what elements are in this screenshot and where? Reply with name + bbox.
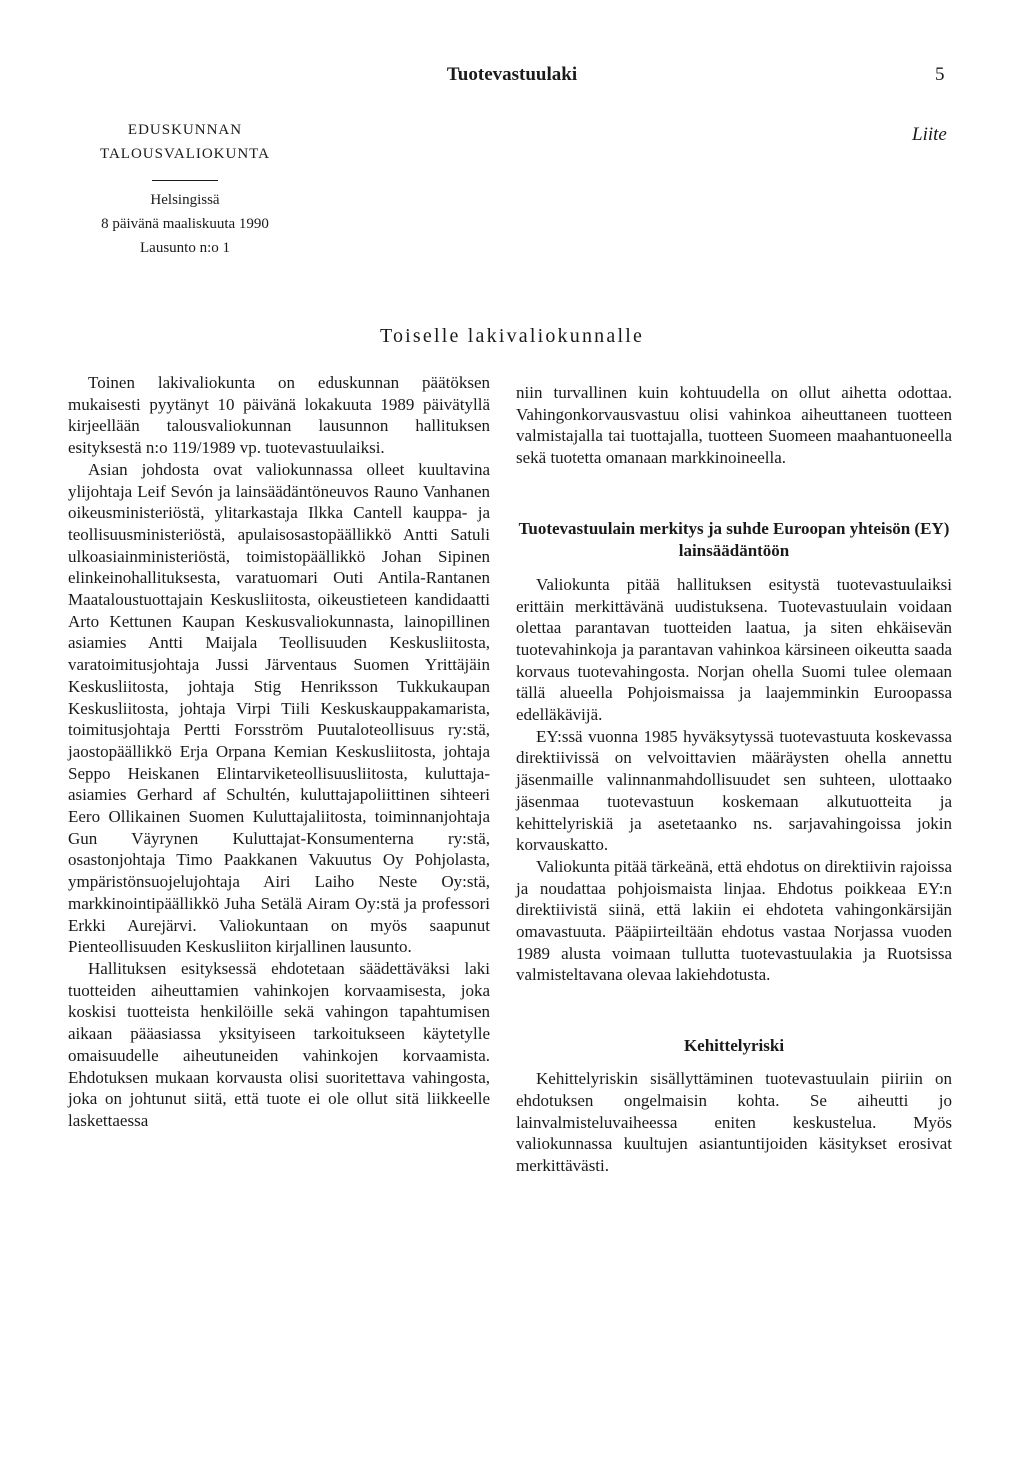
left-column xyxy=(68,372,490,1132)
right-column xyxy=(516,382,952,1177)
date: 8 päivänä maaliskuuta 1990 xyxy=(101,216,269,232)
right-paragraph-4: Kehittelyriskin sisällyttäminen tuotevastuulain piiriin on ehdotuksen ongelmaisin kohta. Se aiheutti jo lainvalmisteluvaiheessa eniten keskustelua. Myös valiokunnassa kuultujen asiantuntijoiden käsitykset erosivat merkittävästi. xyxy=(516,1069,952,1175)
committee-name xyxy=(0,118,370,166)
left-paragraph-2: Asian johdosta ovat valiokunnassa olleet kuultavina ylijohtaja Leif Sevón ja lainsäädäntöneuvos Rauno Vanhanen oikeusministeriöstä, ylitarkastaja Ilkka Cantell kauppa- ja teollisuusministeriöstä, apulaisosastopäällikkö Antti Satuli ulkoasiainministeriöstä, toimistopäällikkö Johan Sipinen elinkeinohallituksesta, varatuomari Outi Antila-Rantanen Maataloustuottajain Keskusliitosta, oikeustieteen kandidaatti Arto Kettunen Kaupan Keskusvaliokunnasta, lainopillinen asiamies Antti Maijala Teollisuuden Keskusliitosta, varatoimitusjohtaja Jussi Järventaus Suomen Yrittäjäin Keskusliitosta, johtaja Stig Henriksson Tukkukaupan Keskusliitosta, johtaja Virpi Tiili Keskuskauppakamarista, toimitusjohtaja Pertti Forsström Puutaloteollisuus ry:stä, jaostopäällikkö Erja Orpana Kemian Keskusliitosta, johtaja Seppo Heiskanen Elintarviketeollisuusliitosta, kuluttaja-asiamies Gerhard af Schultén, kuluttajapoliittinen sihteeri Eero Ollikainen Suomen Kuluttajaliitosta, toiminnanjohtaja Gun Väyrynen Kuluttajat-Konsumenterna ry:stä, osastonjohtaja Timo Paakkanen Vakuutus Oy Pohjolasta, ympäristönsuojelujohtaja Airi Laiho Neste Oy:stä, markkinointipäällikkö Juha Setälä Airam Oy:stä ja professori Erkki Aurejärvi. Valiokuntaan on myös saapunut Pienteollisuuden Keskusliiton kirjallinen lausunto. xyxy=(68,459,490,957)
left-paragraph-1: Toinen lakivaliokunta on eduskunnan päätöksen mukaisesti pyytänyt 10 päivänä lokakuuta 1989 päivätyllä kirjeellään talousvaliokunnan lausunnon hallituksen esityksestä n:o 119/1989 vp. tuotevastuulaiksi. xyxy=(68,373,490,458)
section-heading: Toiselle lakivaliokunnalle xyxy=(379,325,645,347)
committee-line-1: EDUSKUNNAN xyxy=(127,122,243,138)
right-paragraph-continued: niin turvallinen kuin kohtuudella on ollut aihetta odottaa. Vahingonkorvausvastuu olisi vahinkoa aiheuttaneen tuotteen valmistajalla tai tuottajalla, tuotteen Suomeen maahantuoneella sekä tuotetta omanaan markkinoineella. xyxy=(516,383,952,468)
committee-line-2: TALOUSVALIOKUNTA xyxy=(100,146,270,162)
place-date-block xyxy=(0,188,370,260)
left-paragraph-3: Hallituksen esityksessä ehdotetaan säädettäväksi laki tuotteiden aiheuttamien vahinkojen korvaamisesta, joka koskisi tuotteista henkilöille sekä vahingon tapahtumisen aikaan pääasiassa yksityiseen tarkoitukseen käytetylle omaisuudelle aiheutuneiden vahinkojen korvaamista. Ehdotuksen mukaan korvausta olisi suoritettava vahingosta, joka on johtunut siitä, että tuote ei ole ollut sitä liikkeelle laskettaessa xyxy=(68,958,490,1130)
right-paragraph-2: EY:ssä vuonna 1985 hyväksytyssä tuotevastuuta koskevassa direktiivissä on velvoittavien määräysten ohella annettu jäsenmaille valinnanmahdollisuudet sen suhteen, ulottaako jäsenmaa tuotevastuun koskemaan alkutuotteita ja kehittelyriskiä ja asetetaanko ns. sarjavahingoissa jokin korvauskatto. xyxy=(516,726,952,855)
page-number: 5 xyxy=(935,64,945,85)
committee-divider xyxy=(152,180,218,181)
subheading-development-risk: Kehittelyriski xyxy=(683,1036,785,1056)
running-title: Tuotevastuulaki xyxy=(446,64,578,85)
statement-number: Lausunto n:o 1 xyxy=(140,240,230,256)
right-paragraph-3: Valiokunta pitää tärkeänä, että ehdotus on direktiivin rajoissa ja noudattaa pohjoismaista linjaa. Ehdotus poikkeaa EY:n direktiivistä siinä, että lakiin ei ehdoteta vahingonkärsijän omavastuuta. Pääpiirteiltään ehdotus vastaa Norjassa vuoden 1989 alusta voimaan tullutta tuotevastuulakia ja Ruotsissa valmisteltavana olevaa lakiehdotusta. xyxy=(516,856,952,985)
attachment-label: Liite xyxy=(912,124,947,145)
place: Helsingissä xyxy=(150,192,220,208)
right-paragraph-1: Valiokunta pitää hallituksen esitystä tuotevastuulaiksi erittäin merkittävänä uudistuksena. Tuotevastuulain voidaan olettaa parantavan tuotteiden laatua, ja siten ehkäisevän tuotevahinkoja ja parantavan vahinkoa kärsineen oikeutta saada korvaus tuotevahingosta. Norjan ohella Suomi tulee olemaan tällä alueella Pohjoismaissa ja laajemminkin Euroopassa edelläkävijä. xyxy=(516,574,952,725)
subheading-ec-relation: Tuotevastuulain merkitys ja suhde Euroopan yhteisön (EY) lainsäädäntöön xyxy=(518,518,950,560)
